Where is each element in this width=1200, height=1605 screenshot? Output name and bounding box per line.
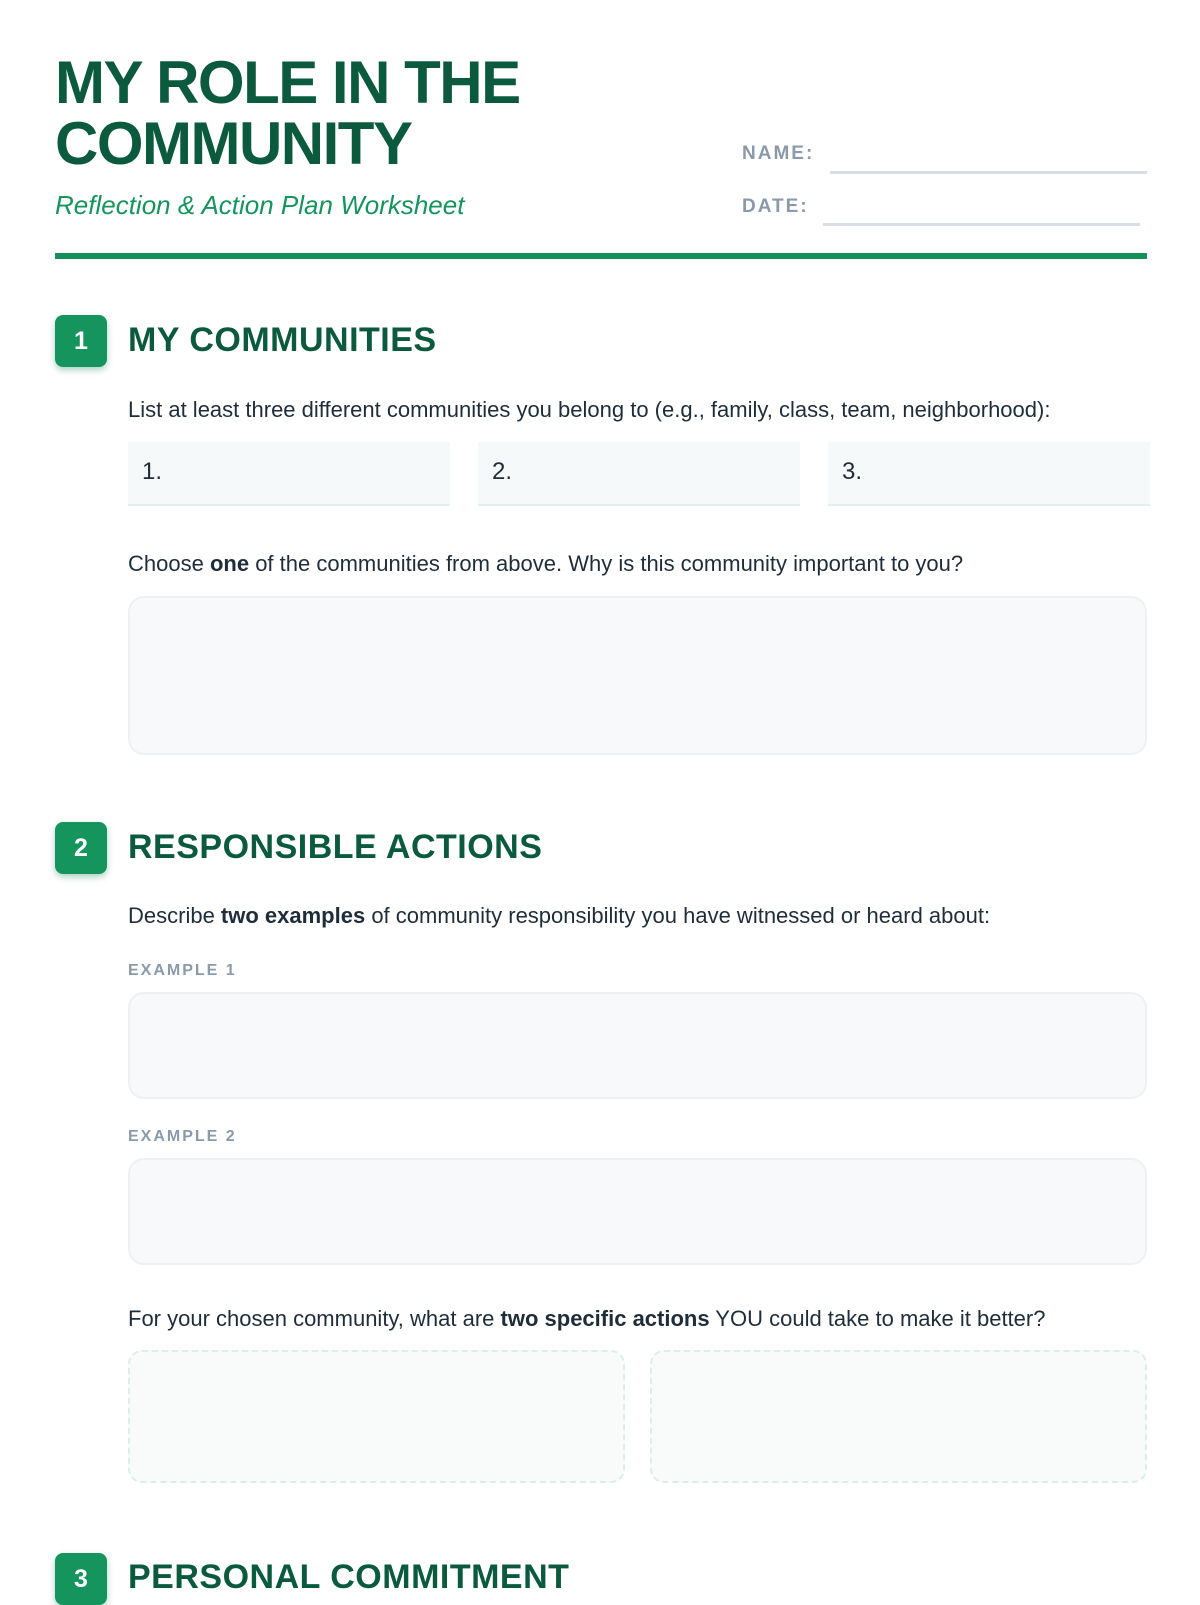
title-line-1: MY ROLE IN THE (55, 49, 520, 116)
community-field-3[interactable]: 3. (828, 442, 1150, 506)
title-line-2: COMMUNITY (55, 110, 412, 177)
worksheet-page (55, 0, 1147, 1600)
date-field[interactable] (823, 223, 1140, 226)
section-2-badge: 2 (55, 822, 107, 874)
section-2-title: RESPONSIBLE ACTIONS (128, 828, 543, 866)
section-3-title: PERSONAL COMMITMENT (128, 1558, 570, 1596)
section-1-badge: 1 (55, 315, 107, 367)
example-1-answer-box[interactable] (128, 992, 1147, 1099)
action-2-box[interactable] (650, 1350, 1147, 1483)
example-2-label: EXAMPLE 2 (128, 1128, 237, 1145)
header-divider (55, 253, 1147, 259)
why-important-answer-box[interactable] (128, 596, 1147, 755)
actions-prompt: For your chosen community, what are two specific actions YOU could take to make it better? (128, 1306, 1046, 1331)
community-field-2[interactable]: 2. (478, 442, 800, 506)
name-field[interactable] (830, 171, 1147, 174)
communities-list-prompt: List at least three different communities you belong to (e.g., family, class, team, neighborhood): (128, 397, 1051, 422)
community-field-1[interactable]: 1. (128, 442, 450, 506)
page-subtitle: Reflection & Action Plan Worksheet (55, 190, 465, 220)
section-3-badge: 3 (55, 1553, 107, 1605)
action-1-box[interactable] (128, 1350, 625, 1483)
examples-prompt: Describe two examples of community responsibility you have witnessed or heard about: (128, 903, 991, 928)
page-title (55, 49, 520, 177)
why-important-prompt: Choose one of the communities from above. Why is this community important to you? (128, 551, 964, 576)
date-label: DATE: (742, 196, 809, 217)
example-1-label: EXAMPLE 1 (128, 962, 237, 979)
section-1-title: MY COMMUNITIES (128, 321, 437, 359)
example-2-answer-box[interactable] (128, 1158, 1147, 1265)
name-label: NAME: (742, 143, 815, 164)
